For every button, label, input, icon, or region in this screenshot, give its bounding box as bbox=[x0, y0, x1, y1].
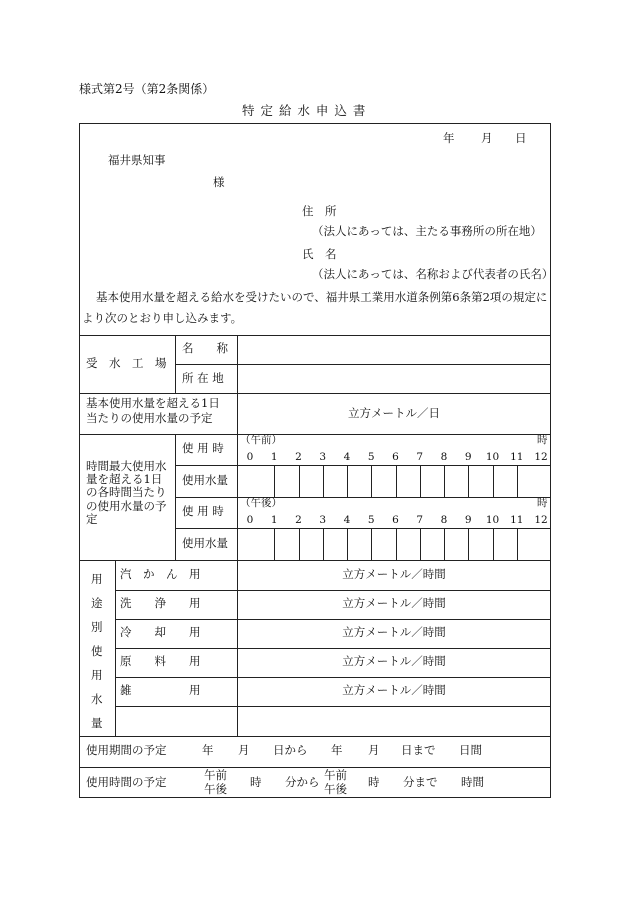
pm-hour-unit: 時 bbox=[537, 497, 548, 509]
hours-plan-am1: 午前 bbox=[204, 768, 227, 782]
hour-tick-5: 5 bbox=[367, 451, 375, 463]
rule bbox=[175, 497, 550, 498]
hour-tick-1: 1 bbox=[270, 514, 278, 526]
form-number: 様式第2号（第2条関係） bbox=[79, 82, 215, 96]
usage-row-unit: 立方メートル／時間 bbox=[342, 654, 446, 668]
hour-tick-8: 8 bbox=[440, 451, 448, 463]
hour-tick-11: 11 bbox=[510, 451, 524, 463]
daily-unit: 立方メートル／日 bbox=[348, 406, 440, 420]
usage-row-name: 洗 浄 用 bbox=[120, 596, 201, 610]
statement-line1: 基本使用水量を超える給水を受けたいので、福井県工業用水道条例第6条第2項の規定に bbox=[96, 290, 548, 304]
hour-tick-0: 0 bbox=[246, 514, 254, 526]
date-month: 月 bbox=[481, 131, 493, 145]
hour-cell-divider bbox=[274, 465, 275, 497]
hour-tick-12: 12 bbox=[534, 514, 548, 526]
hour-tick-5: 5 bbox=[367, 514, 375, 526]
hour-tick-6: 6 bbox=[392, 451, 399, 463]
application-form bbox=[79, 123, 554, 798]
date-day: 日 bbox=[515, 131, 527, 145]
name-note: （法人にあっては、名称および代表者の氏名） bbox=[312, 267, 554, 281]
hours-plan-label: 使用時間の予定 bbox=[86, 775, 167, 789]
rule bbox=[80, 736, 550, 737]
am-hour-unit: 時 bbox=[537, 434, 548, 446]
daily-label-line1: 基本使用水量を超える1日 bbox=[86, 396, 220, 410]
hour-tick-9: 9 bbox=[464, 514, 472, 526]
hour-tick-2: 2 bbox=[295, 451, 302, 463]
period-to: 日まで bbox=[401, 743, 436, 757]
hour-tick-3: 3 bbox=[319, 514, 327, 526]
hour-tick-10: 10 bbox=[485, 451, 500, 463]
hour-cell-divider bbox=[299, 465, 300, 497]
hours-plan-from: 分から bbox=[285, 775, 320, 789]
hour-cell-divider bbox=[274, 528, 275, 560]
hour-cell-divider bbox=[444, 528, 445, 560]
rule bbox=[175, 364, 550, 365]
rule bbox=[115, 648, 550, 649]
am-amount-label: 使用水量 bbox=[182, 473, 228, 487]
rule bbox=[115, 677, 550, 678]
hour-cell-divider bbox=[323, 465, 324, 497]
usage-row-unit: 立方メートル／時間 bbox=[342, 596, 446, 610]
hour-tick-4: 4 bbox=[343, 514, 351, 526]
address-note: （法人にあっては、主たる事務所の所在地） bbox=[312, 224, 542, 238]
hour-cell-divider bbox=[468, 528, 469, 560]
period-month2: 月 bbox=[368, 743, 380, 757]
rule bbox=[175, 465, 550, 466]
hour-cell-divider bbox=[517, 465, 518, 497]
address-label: 住 所 bbox=[302, 204, 337, 218]
hours-plan-pm2: 午後 bbox=[324, 782, 347, 796]
period-month1: 月 bbox=[238, 743, 250, 757]
hour-tick-4: 4 bbox=[343, 451, 351, 463]
usage-row-unit: 立方メートル／時間 bbox=[342, 683, 446, 697]
hours-plan-hour1: 時 bbox=[250, 775, 262, 789]
governor-label: 福井県知事 bbox=[108, 153, 166, 167]
hour-tick-7: 7 bbox=[416, 514, 424, 526]
am-label: （午前） bbox=[240, 434, 282, 446]
period-year1: 年 bbox=[202, 743, 214, 757]
hour-tick-3: 3 bbox=[319, 451, 327, 463]
hour-cell-divider bbox=[371, 528, 372, 560]
hour-cell-divider bbox=[444, 465, 445, 497]
hour-tick-7: 7 bbox=[416, 451, 424, 463]
hour-cell-divider bbox=[493, 465, 494, 497]
hour-cell-divider bbox=[396, 528, 397, 560]
hourly-label: 時間最大使用水 量を超える1日 の各時間当たり の使用水量の予 定 bbox=[86, 459, 167, 526]
hour-cell-divider bbox=[347, 528, 348, 560]
usage-row-name: 雑 用 bbox=[120, 683, 201, 697]
hours-plan-total: 時間 bbox=[461, 775, 484, 789]
hour-cell-divider bbox=[347, 465, 348, 497]
name-label: 氏 名 bbox=[302, 247, 337, 261]
sama-label: 様 bbox=[213, 175, 225, 189]
date-year: 年 bbox=[443, 131, 455, 145]
am-time-label: 使 用 時 bbox=[182, 441, 224, 455]
hour-tick-2: 2 bbox=[295, 514, 302, 526]
rule bbox=[80, 767, 550, 768]
rule bbox=[80, 434, 550, 435]
hours-plan-am2: 午前 bbox=[324, 768, 347, 782]
rule bbox=[115, 619, 550, 620]
period-from: 日から bbox=[273, 743, 308, 757]
rule bbox=[175, 335, 176, 393]
hour-cell-divider bbox=[420, 465, 421, 497]
period-days: 日間 bbox=[459, 743, 482, 757]
hour-tick-6: 6 bbox=[392, 514, 399, 526]
hour-tick-11: 11 bbox=[510, 514, 524, 526]
hour-cell-divider bbox=[517, 528, 518, 560]
rule bbox=[115, 590, 550, 591]
hour-tick-8: 8 bbox=[440, 514, 448, 526]
pm-amount-label: 使用水量 bbox=[182, 536, 228, 550]
hour-cell-divider bbox=[299, 528, 300, 560]
rule bbox=[175, 434, 176, 560]
daily-label-line2: 当たりの使用水量の予定 bbox=[86, 411, 213, 425]
rule bbox=[115, 706, 550, 707]
usage-row-unit: 立方メートル／時間 bbox=[342, 625, 446, 639]
hour-cell-divider bbox=[396, 465, 397, 497]
hour-tick-12: 12 bbox=[534, 451, 548, 463]
hour-cell-divider bbox=[323, 528, 324, 560]
usage-row-name: 汽 か ん 用 bbox=[120, 567, 201, 581]
hour-cell-divider bbox=[493, 528, 494, 560]
usage-row-name: 原 料 用 bbox=[120, 654, 201, 668]
hour-cell-divider bbox=[420, 528, 421, 560]
hour-cell-divider bbox=[468, 465, 469, 497]
hour-tick-1: 1 bbox=[270, 451, 278, 463]
pm-label: （午後） bbox=[240, 497, 282, 509]
rule bbox=[80, 335, 550, 336]
rule bbox=[175, 528, 550, 529]
period-year2: 年 bbox=[331, 743, 343, 757]
rule bbox=[80, 560, 550, 561]
page-title: 特 定 給 水 申 込 書 bbox=[242, 103, 367, 118]
hours-plan-to: 分まで bbox=[403, 775, 438, 789]
hour-cell-divider bbox=[371, 465, 372, 497]
rule bbox=[115, 560, 116, 736]
rule bbox=[237, 335, 238, 736]
factory-name-label: 名 称 bbox=[182, 341, 228, 355]
hour-tick-9: 9 bbox=[464, 451, 472, 463]
statement-line2: より次のとおり申し込みます。 bbox=[82, 311, 243, 325]
hours-plan-hour2: 時 bbox=[368, 775, 380, 789]
period-label: 使用期間の予定 bbox=[86, 743, 167, 757]
hours-plan-pm1: 午後 bbox=[204, 782, 227, 796]
usage-row-name: 冷 却 用 bbox=[120, 625, 201, 639]
factory-location-label: 所 在 地 bbox=[182, 371, 224, 385]
usage-label: 用 途 別 使 用 水 量 bbox=[91, 572, 103, 730]
pm-time-label: 使 用 時 bbox=[182, 504, 224, 518]
usage-row-unit: 立方メートル／時間 bbox=[342, 567, 446, 581]
factory-label: 受 水 工 場 bbox=[86, 356, 167, 370]
rule bbox=[80, 393, 550, 394]
hour-tick-10: 10 bbox=[485, 514, 500, 526]
hour-tick-0: 0 bbox=[246, 451, 254, 463]
